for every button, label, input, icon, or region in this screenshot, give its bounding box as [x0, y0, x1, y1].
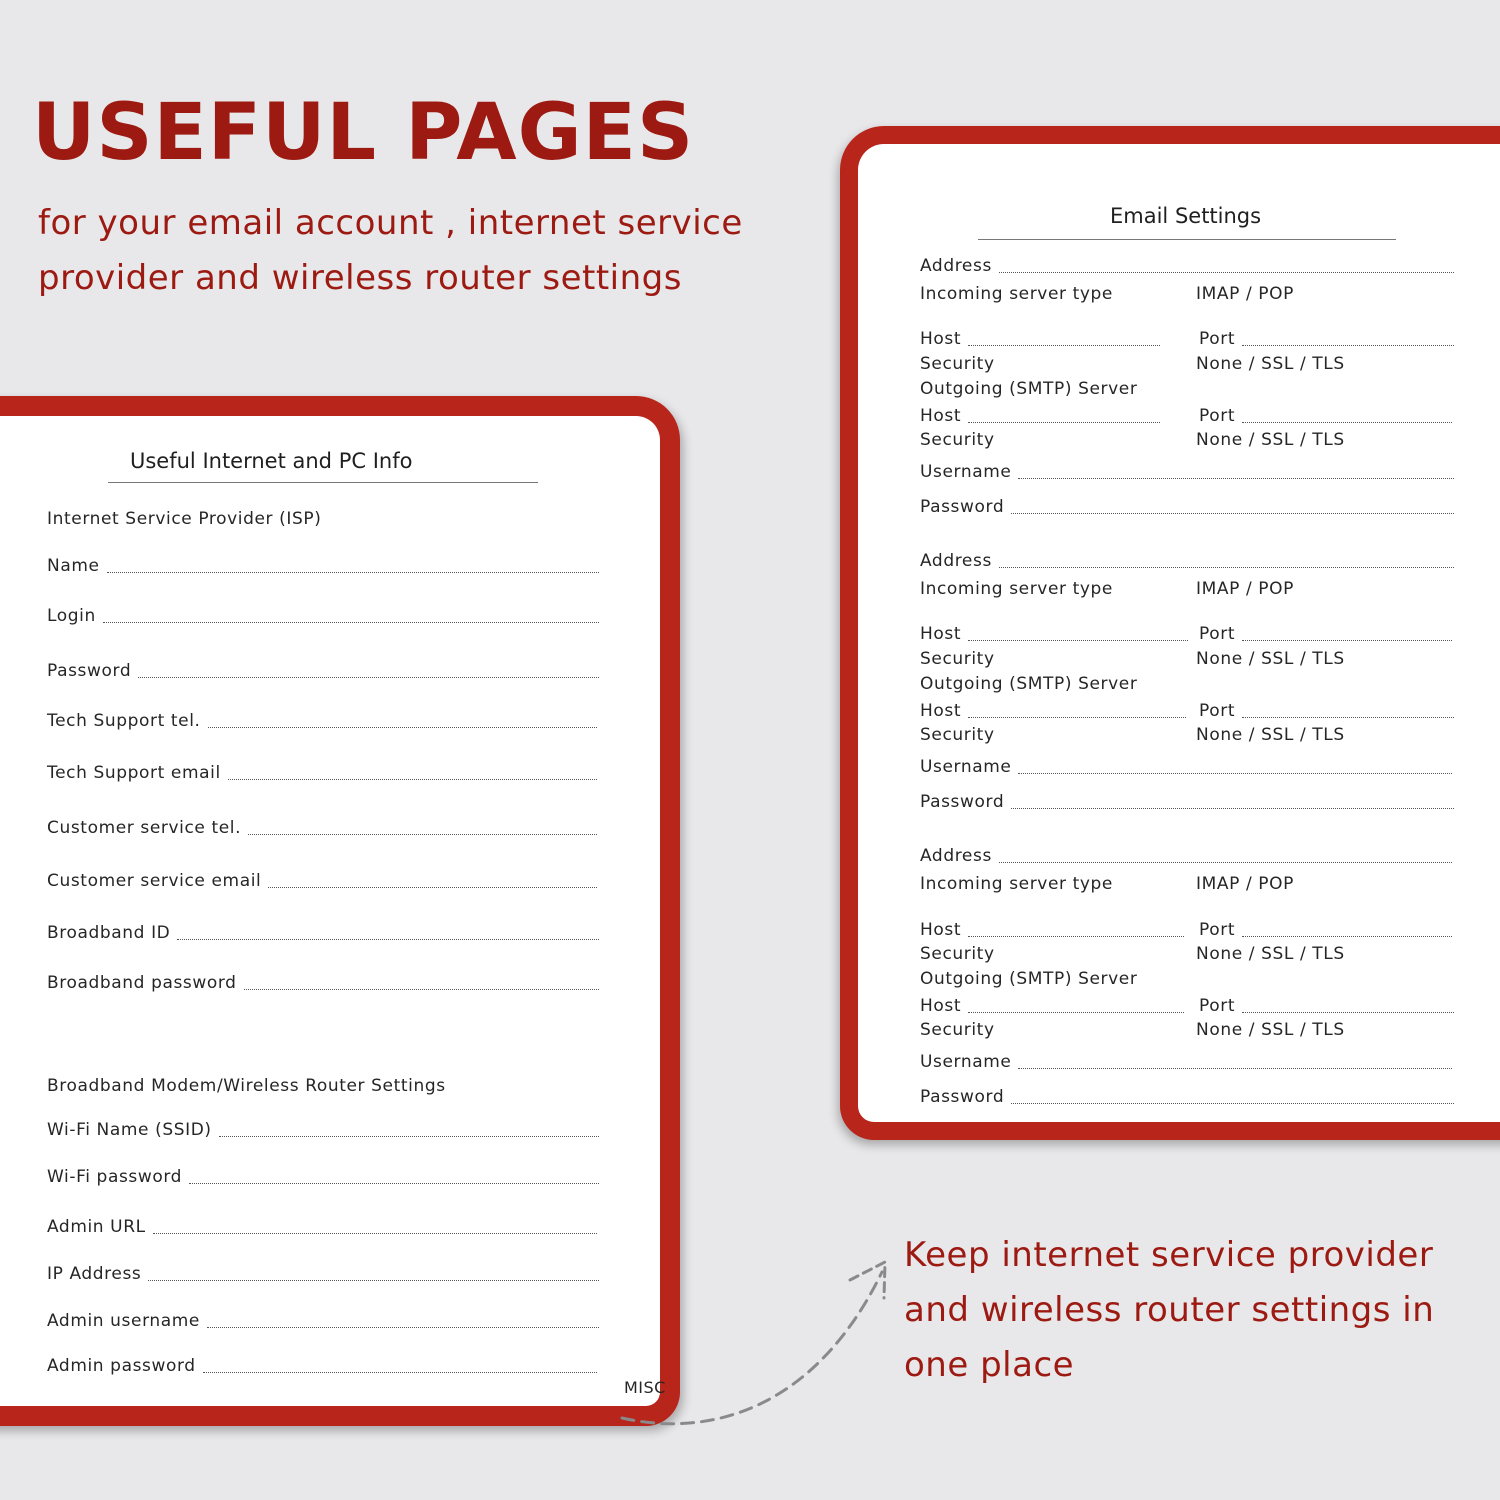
incoming-server-label: Incoming server type: [920, 874, 1113, 894]
field-label: Port: [1199, 701, 1236, 721]
customer-service-email-field[interactable]: [47, 871, 597, 891]
admin-url-field[interactable]: [47, 1217, 597, 1237]
field-label: Wi-Fi password: [47, 1167, 183, 1187]
field-label: Host: [920, 624, 962, 644]
fill-line[interactable]: [248, 834, 597, 835]
email-address-field[interactable]: [920, 256, 1454, 276]
imap-pop-options[interactable]: IMAP / POP: [1196, 284, 1294, 304]
fill-line[interactable]: [968, 936, 1184, 937]
field-label: Admin username: [47, 1311, 200, 1331]
incoming-port-field[interactable]: [1199, 329, 1454, 349]
imap-pop-options[interactable]: IMAP / POP: [1196, 579, 1294, 599]
misc-tab-label: MISC: [624, 1378, 666, 1397]
fill-line[interactable]: [219, 1136, 599, 1137]
field-label: IP Address: [47, 1264, 142, 1284]
fill-line[interactable]: [189, 1183, 599, 1184]
field-label: Login: [47, 606, 96, 626]
incoming-host-field[interactable]: [920, 329, 1160, 349]
fill-line[interactable]: [1242, 422, 1452, 423]
outgoing-host-field[interactable]: [920, 406, 1160, 426]
tagline-line: one place: [904, 1345, 1075, 1385]
field-label: Username: [920, 757, 1012, 777]
incoming-security-label: Security: [920, 354, 995, 374]
fill-line[interactable]: [999, 272, 1454, 273]
username-field[interactable]: [920, 462, 1454, 482]
isp-name-field[interactable]: [47, 556, 599, 576]
field-label: Customer service email: [47, 871, 262, 891]
field-label: Password: [920, 792, 1005, 812]
field-label: Port: [1199, 920, 1236, 940]
field-label: Password: [920, 497, 1005, 517]
field-label: Broadband password: [47, 973, 237, 993]
outgoing-server-label: Outgoing (SMTP) Server: [920, 379, 1138, 399]
password-field[interactable]: [920, 1087, 1454, 1107]
wifi-name-field[interactable]: [47, 1120, 599, 1140]
fill-line[interactable]: [1018, 1068, 1452, 1069]
incoming-server-label: Incoming server type: [920, 579, 1113, 599]
outgoing-security-label: Security: [920, 430, 995, 450]
field-label: Port: [1199, 624, 1236, 644]
admin-username-field[interactable]: [47, 1311, 599, 1331]
security-options[interactable]: None / SSL / TLS: [1196, 354, 1345, 374]
fill-line[interactable]: [1242, 345, 1454, 346]
outgoing-server-label: Outgoing (SMTP) Server: [920, 674, 1138, 694]
incoming-host-field[interactable]: [920, 624, 1188, 644]
isp-login-field[interactable]: [47, 606, 599, 626]
email-address-field[interactable]: [920, 551, 1454, 571]
field-label: Tech Support email: [47, 763, 221, 783]
username-field[interactable]: [920, 1052, 1452, 1072]
wifi-password-field[interactable]: [47, 1167, 599, 1187]
field-label: Username: [920, 1052, 1012, 1072]
password-field[interactable]: [920, 497, 1454, 517]
fill-line[interactable]: [1011, 513, 1454, 514]
imap-pop-options[interactable]: IMAP / POP: [1196, 874, 1294, 894]
field-label: Address: [920, 256, 992, 276]
field-label: Host: [920, 920, 962, 940]
field-label: Wi-Fi Name (SSID): [47, 1120, 212, 1140]
fill-line[interactable]: [244, 989, 599, 990]
incoming-security-label: Security: [920, 944, 995, 964]
tagline-line: Keep internet service provider: [904, 1235, 1434, 1275]
isp-password-field[interactable]: [47, 661, 599, 681]
outgoing-security-label: Security: [920, 725, 995, 745]
security-options[interactable]: None / SSL / TLS: [1196, 944, 1345, 964]
username-field[interactable]: [920, 757, 1452, 777]
outgoing-port-field[interactable]: [1199, 701, 1454, 721]
password-field[interactable]: [920, 792, 1454, 812]
fill-line[interactable]: [177, 939, 599, 940]
field-label: Host: [920, 406, 962, 426]
field-label: Port: [1199, 329, 1236, 349]
outgoing-security-label: Security: [920, 1020, 995, 1040]
field-label: Admin URL: [47, 1217, 146, 1237]
field-label: Customer service tel.: [47, 818, 242, 838]
fill-line[interactable]: [999, 862, 1452, 863]
outgoing-host-field[interactable]: [920, 701, 1186, 721]
fill-line[interactable]: [1242, 1012, 1454, 1013]
broadband-password-field[interactable]: [47, 973, 599, 993]
fill-line[interactable]: [148, 1280, 599, 1281]
dashed-arrow-icon: [600, 1250, 900, 1440]
headline: USEFUL PAGES: [32, 88, 695, 178]
fill-line[interactable]: [1018, 478, 1454, 479]
fill-line[interactable]: [1011, 808, 1454, 809]
field-label: Host: [920, 996, 962, 1016]
field-label: Tech Support tel.: [47, 711, 201, 731]
field-label: Password: [47, 661, 132, 681]
fill-line[interactable]: [968, 345, 1160, 346]
customer-service-tel-field[interactable]: [47, 818, 597, 838]
title-divider: [978, 239, 1396, 240]
outgoing-server-label: Outgoing (SMTP) Server: [920, 969, 1138, 989]
fill-line[interactable]: [228, 779, 597, 780]
router-heading: Broadband Modem/Wireless Router Settings: [47, 1076, 446, 1096]
fill-line[interactable]: [1242, 717, 1454, 718]
fill-line[interactable]: [968, 1012, 1184, 1013]
incoming-security-label: Security: [920, 649, 995, 669]
field-label: Address: [920, 846, 992, 866]
broadband-id-field[interactable]: [47, 923, 599, 943]
fill-line[interactable]: [1018, 773, 1452, 774]
security-options[interactable]: None / SSL / TLS: [1196, 649, 1345, 669]
isp-heading: Internet Service Provider (ISP): [47, 509, 322, 529]
fill-line[interactable]: [968, 422, 1160, 423]
fill-line[interactable]: [968, 640, 1188, 641]
incoming-server-label: Incoming server type: [920, 284, 1113, 304]
field-label: Password: [920, 1087, 1005, 1107]
fill-line[interactable]: [153, 1233, 597, 1234]
fill-line[interactable]: [999, 567, 1454, 568]
fill-line[interactable]: [968, 717, 1186, 718]
ip-address-field[interactable]: [47, 1264, 599, 1284]
fill-line[interactable]: [1242, 936, 1452, 937]
tagline-line: and wireless router settings in: [904, 1290, 1435, 1330]
admin-password-field[interactable]: [47, 1356, 597, 1376]
field-label: Address: [920, 551, 992, 571]
page-title: Email Settings: [1110, 204, 1262, 228]
field-label: Name: [47, 556, 100, 576]
tech-support-email-field[interactable]: [47, 763, 597, 783]
fill-line[interactable]: [203, 1372, 597, 1373]
page-title: Useful Internet and PC Info: [130, 449, 413, 473]
subhead-line: for your email account , internet service: [38, 203, 743, 243]
fill-line[interactable]: [1242, 640, 1452, 641]
security-options[interactable]: None / SSL / TLS: [1196, 1020, 1345, 1040]
outgoing-host-field[interactable]: [920, 996, 1184, 1016]
field-label: Host: [920, 701, 962, 721]
fill-line[interactable]: [207, 1327, 599, 1328]
tech-support-tel-field[interactable]: [47, 711, 597, 731]
fill-line[interactable]: [268, 887, 597, 888]
incoming-port-field[interactable]: [1199, 624, 1452, 644]
internet-info-page: [0, 396, 680, 1426]
fill-line[interactable]: [107, 572, 599, 573]
incoming-host-field[interactable]: [920, 920, 1184, 940]
subhead-line: provider and wireless router settings: [38, 258, 682, 298]
security-options[interactable]: None / SSL / TLS: [1196, 725, 1345, 745]
title-divider: [108, 482, 538, 483]
outgoing-port-field[interactable]: [1199, 996, 1454, 1016]
subheadline: [38, 196, 743, 306]
fill-line[interactable]: [103, 622, 599, 623]
field-label: Broadband ID: [47, 923, 171, 943]
field-label: Username: [920, 462, 1012, 482]
fill-line[interactable]: [208, 727, 597, 728]
incoming-port-field[interactable]: [1199, 920, 1452, 940]
field-label: Port: [1199, 406, 1236, 426]
field-label: Host: [920, 329, 962, 349]
field-label: Admin password: [47, 1356, 196, 1376]
outgoing-port-field[interactable]: [1199, 406, 1452, 426]
field-label: Port: [1199, 996, 1236, 1016]
email-settings-page: [840, 126, 1500, 1140]
tagline: [904, 1228, 1464, 1393]
email-address-field[interactable]: [920, 846, 1452, 866]
fill-line[interactable]: [138, 677, 599, 678]
security-options[interactable]: None / SSL / TLS: [1196, 430, 1345, 450]
fill-line[interactable]: [1011, 1103, 1454, 1104]
